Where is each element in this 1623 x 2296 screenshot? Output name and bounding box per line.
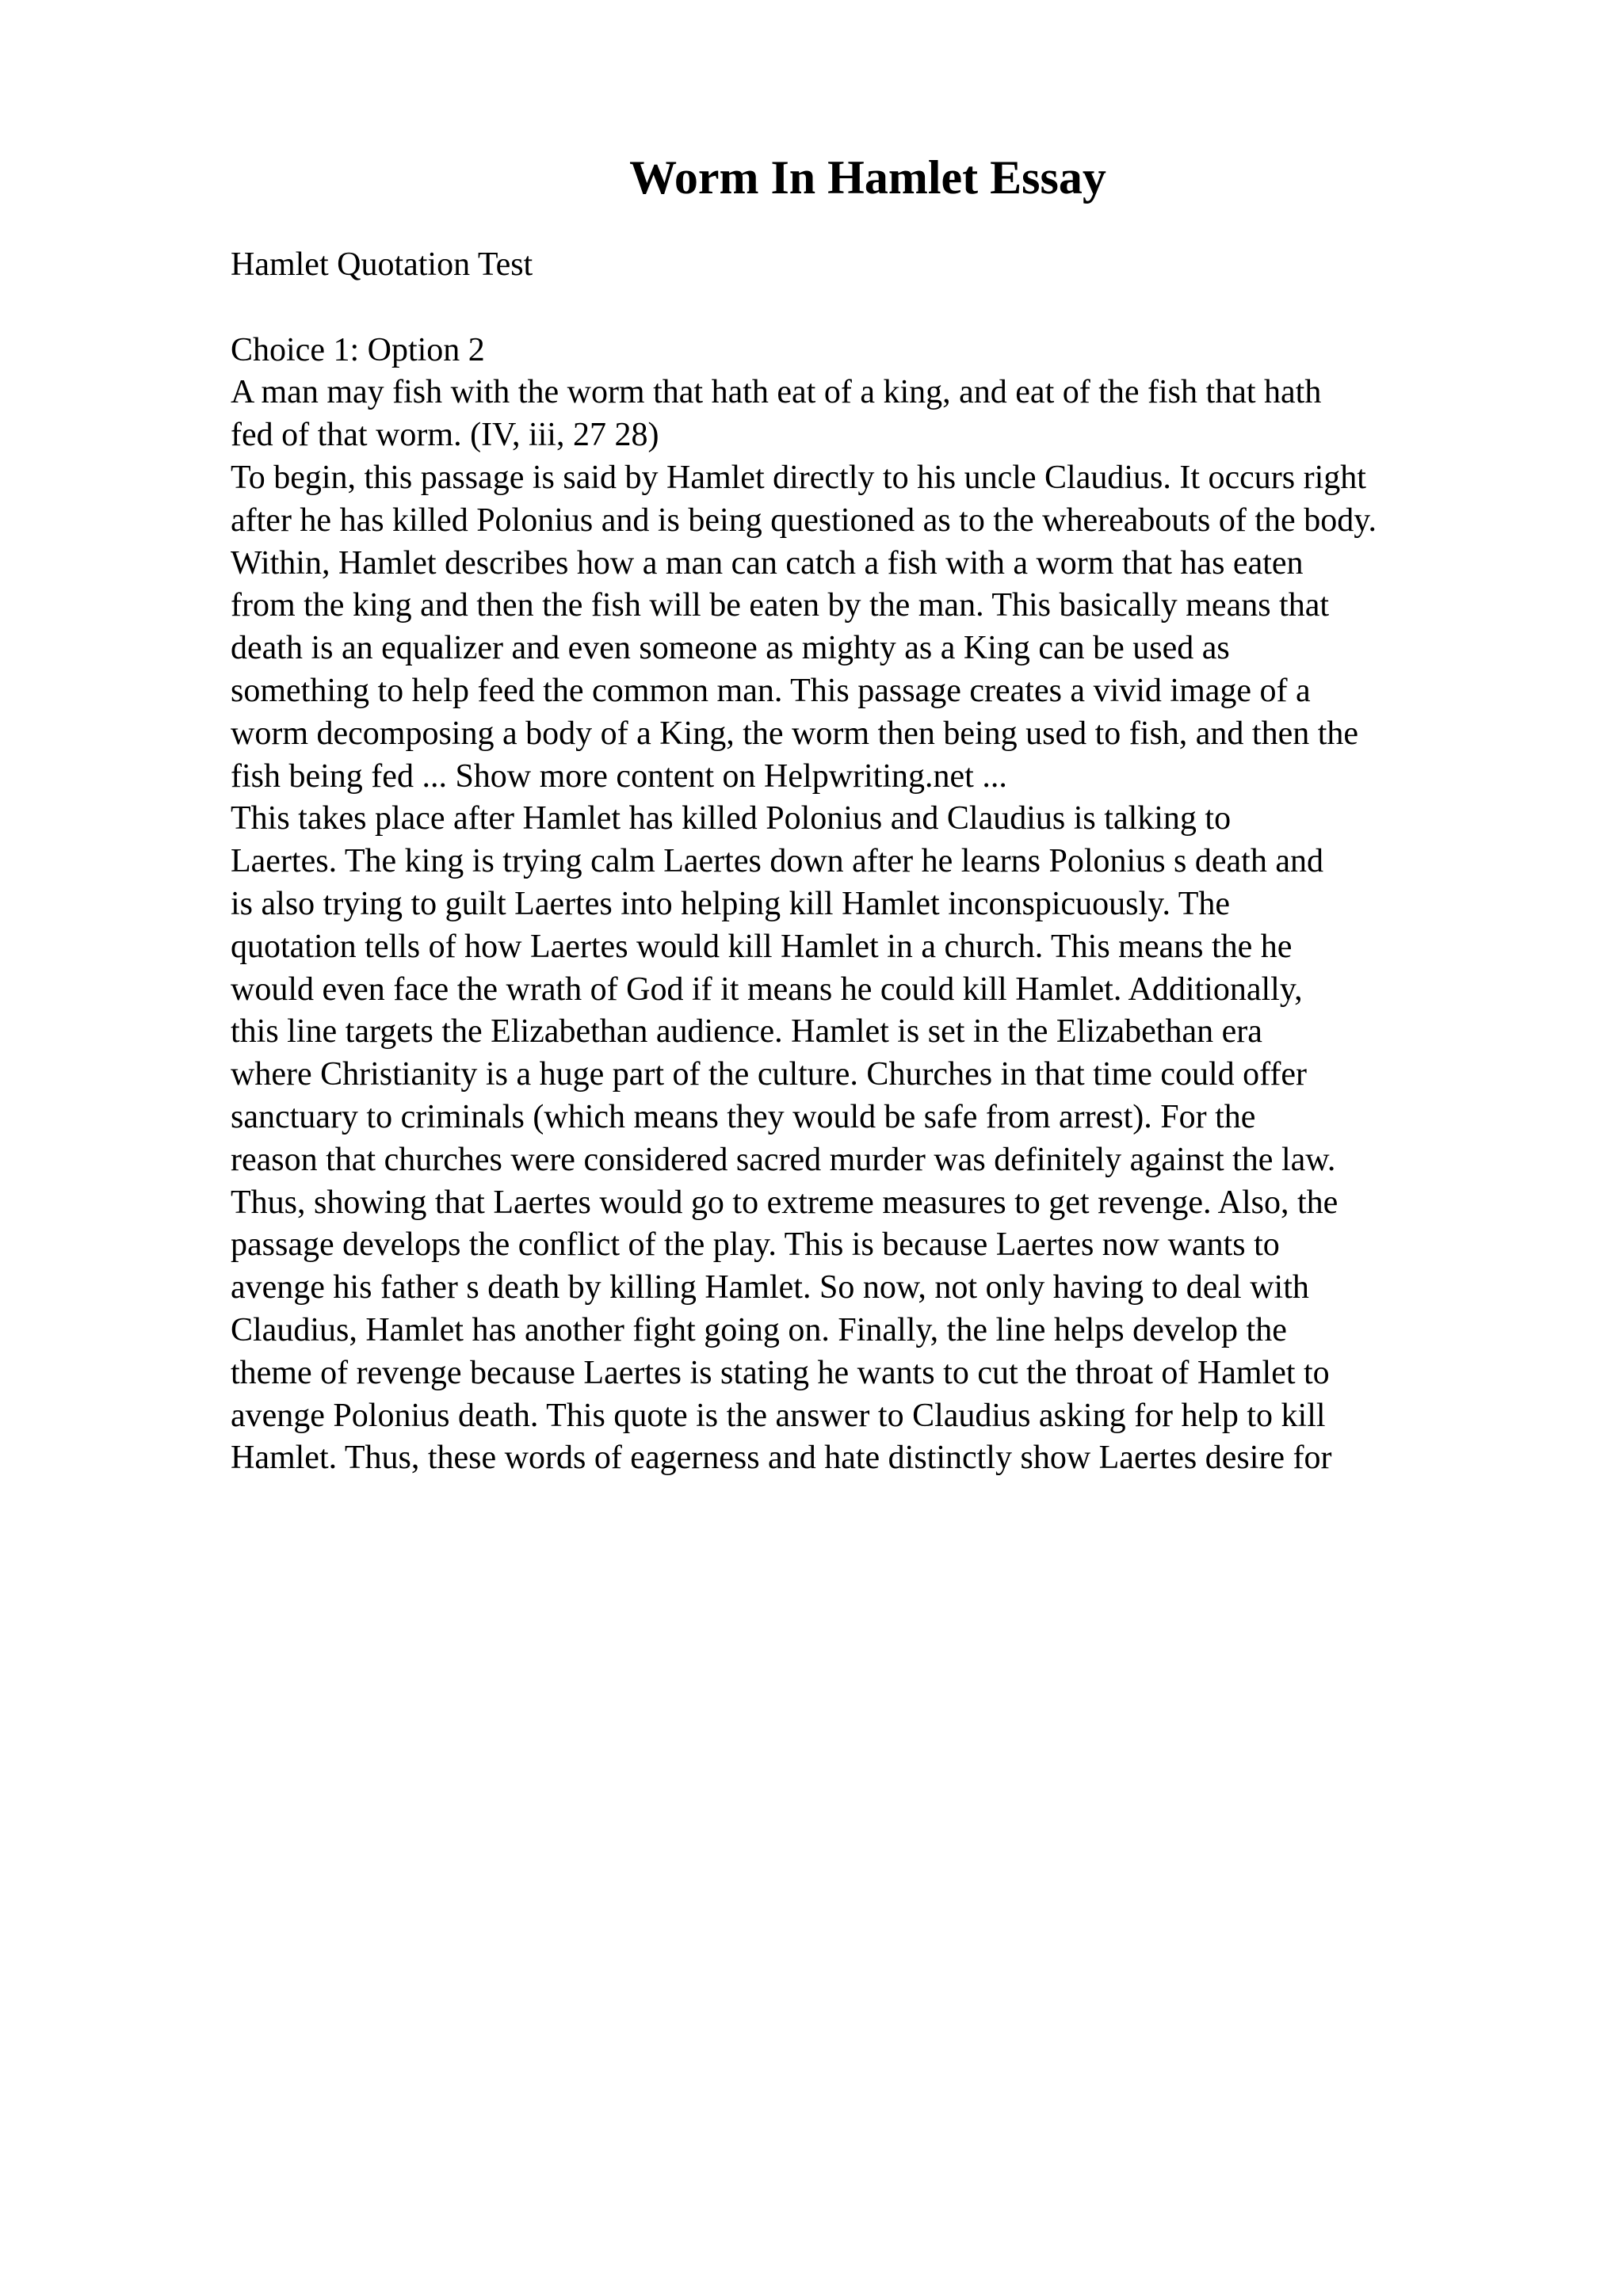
body-line: reason that churches were considered sacred murder was definitely against the law. (231, 1141, 1336, 1178)
document-subtitle: Hamlet Quotation Test (231, 246, 533, 283)
body-line: something to help feed the common man. This passage creates a vivid image of a (231, 672, 1311, 709)
body-line: A man may fish with the worm that hath eat of a king, and eat of the fish that hath (231, 374, 1322, 411)
body-line: fish being fed ... Show more content on Helpwriting.net ... (231, 757, 1007, 795)
body-line: theme of revenge because Laertes is stating he wants to cut the throat of Hamlet to (231, 1354, 1330, 1391)
body-line: To begin, this passage is said by Hamlet directly to his uncle Claudius. It occurs right (231, 459, 1366, 496)
body-line: This takes place after Hamlet has killed Polonius and Claudius is talking to (231, 800, 1232, 837)
body-line: is also trying to guilt Laertes into helping kill Hamlet inconspicuously. The (231, 885, 1230, 922)
body-line: where Christianity is a huge part of the culture. Churches in that time could offer (231, 1056, 1308, 1093)
body-line: passage develops the conflict of the play. This is because Laertes now wants to (231, 1226, 1280, 1264)
body-text (231, 330, 1377, 1481)
body-line: after he has killed Polonius and is being questioned as to the whereabouts of the body. (231, 502, 1377, 539)
body-line: death is an equalizer and even someone as mighty as a King can be used as (231, 630, 1230, 667)
body-line: worm decomposing a body of a King, the worm then being used to fish, and then the (231, 715, 1359, 752)
body-line: Within, Hamlet describes how a man can catch a fish with a worm that has eaten (231, 544, 1304, 582)
body-line: Laertes. The king is trying calm Laertes down after he learns Polonius s death and (231, 843, 1323, 880)
body-line: sanctuary to criminals (which means they would be safe from arrest). For the (231, 1098, 1256, 1135)
body-line: would even face the wrath of God if it means he could kill Hamlet. Additionally, (231, 971, 1303, 1008)
body-line: avenge his father s death by killing Hamlet. So now, not only having to deal with (231, 1269, 1309, 1306)
body-line: this line targets the Elizabethan audience. Hamlet is set in the Elizabethan era (231, 1013, 1262, 1051)
body-line: from the king and then the fish will be eaten by the man. This basically means that (231, 587, 1330, 624)
body-line: quotation tells of how Laertes would kill Hamlet in a church. This means the he (231, 928, 1293, 965)
document-title: Worm In Hamlet Essay (629, 151, 1106, 204)
document-body (231, 244, 1377, 1480)
paragraph-gap (231, 287, 1377, 330)
body-line: Hamlet. Thus, these words of eagerness and hate distinctly show Laertes desire for (231, 1440, 1332, 1477)
body-line: Choice 1: Option 2 (231, 331, 485, 368)
body-line: fed of that worm. (IV, iii, 27 28) (231, 417, 659, 454)
body-line: Thus, showing that Laertes would go to extreme measures to get revenge. Also, the (231, 1184, 1338, 1221)
body-line: Claudius, Hamlet has another fight going on. Finally, the line helps develop the (231, 1311, 1287, 1348)
body-line: avenge Polonius death. This quote is the answer to Claudius asking for help to kill (231, 1397, 1326, 1434)
